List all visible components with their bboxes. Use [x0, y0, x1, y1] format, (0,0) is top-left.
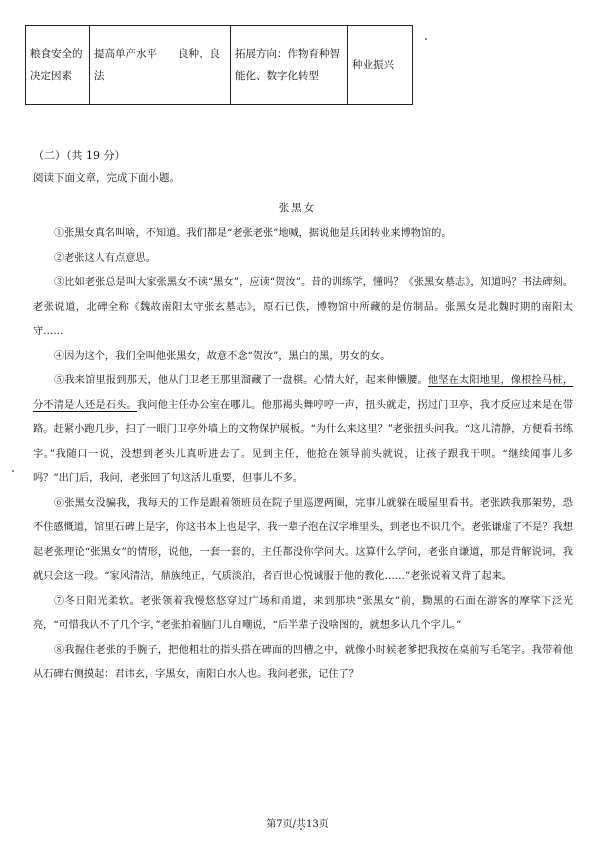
paragraph-3: ③比如老张总是叫大家张黑女不读“黑女”，应读“贺汝”。昔的训练学，懂吗？《张黑女墓志》，知道吗？书法碑刻。老张说道，北碑全称《魏故南阳太守张玄墓志》，原石已佚，博物馆中所藏的是仿制品。张黑女是北魏时期的南阳太守……: [33, 277, 573, 337]
summary-table: [25, 25, 413, 105]
table-cell: 粮食安全的决定因素: [26, 26, 90, 105]
paragraph-1: ①张黑女真名叫啥，不知道。我们都是“老张老张”地喊，据说他是兵团转业来博物馆的。: [54, 228, 452, 239]
paragraph-5-rest: 我问他主任办公室在哪儿。他那褐头舞哼哼一声，扭头就走，拐过门卫亭，我才反应过来是在带路。赶紧小跑几步，扫了一眼门卫亭外墙上的文物保护展板。“为什么来这里？”老张扭头问我。“这儿清静，方便看书练字。”我随口一说，没想到老头儿真听进去了。见到主任，他抢在领导前头就说，让孩子跟我干呗。“继续闻事儿多吗？”出门后，我问，老张回了句这活儿重要，但事儿不多。: [33, 399, 574, 484]
table-cell: 种业振兴: [348, 26, 413, 105]
page-footer: 第7页/共13页: [266, 819, 329, 830]
table-row: [26, 26, 413, 105]
section-heading: （二）（共 19 分）: [33, 149, 126, 162]
article-body: [33, 222, 573, 688]
paragraph-2: ②老张这人有点意思。: [54, 252, 156, 264]
table-cell: 提高单产水平 良种、良法: [90, 26, 231, 105]
paragraph-8: ⑧我握住老张的手腕子，把他粗壮的指头搭在碑面的凹槽之中，就像小时候老爹把我按在桌前写毛笔字。我带着他从石碑右侧摸起：君讳玄，字黑女，南阳白水人也。我问老张，记住了？: [33, 644, 573, 680]
section-instruction: 阅读下面文章，完成下面小题。: [33, 172, 180, 184]
article-title: 张黑女: [278, 202, 317, 214]
paragraph-4: ④因为这个，我们全叫他张黑女，故意不念“贺汝”，黑白的黑，男女的女。: [54, 350, 391, 362]
scan-speck: [425, 38, 427, 40]
paragraph-5-start: ⑤我来馆里报到那天，他从门卫老王那里溜藏了一盘棋。心情大好，起来伸懒腰。: [54, 375, 428, 386]
table-cell: 拓展方向：作物育种智能化、数字化转型: [231, 26, 348, 105]
paragraph-6: ⑥张黑女没骗我，我每天的工作是跟着领班员在院子里巡逻两圈，完事儿就躲在暖屋里看书。老张跌我那架势，恐不住感慨道，馆里石碑上是字，你这书本上也是字，我一辈子泡在汉字堆里头，到老也不识几个。老张谦虚了不是？我想起老张理论“张黑女”的情形，说他，一套一套的，主任都没你学问大。这算什么学问，老张自谦道，那是背解说词，我就只会这一段。“家风清洁，鼎族纯正，气质淡泊，者百世心悦诚服于他的教化……”老张说着又背了起来。: [33, 497, 573, 582]
scan-speck: [12, 470, 14, 472]
paragraph-7: ⑦冬日阳光柔软。老张领着我慢悠悠穿过广场和甬道，来到那块“张黑女”前，黝黑的石面在游客的摩挲下泛光亮，“可惜我认不了几个字，”老张拍着脑门儿自嘲说，“后半辈子没啥图的，就想多认几个字儿。”: [33, 595, 573, 631]
underlined-sentence: 他坚在太阳地里，像根拴马桩，分不清是人还是石头。: [33, 375, 574, 411]
paragraph-5: [33, 369, 573, 492]
